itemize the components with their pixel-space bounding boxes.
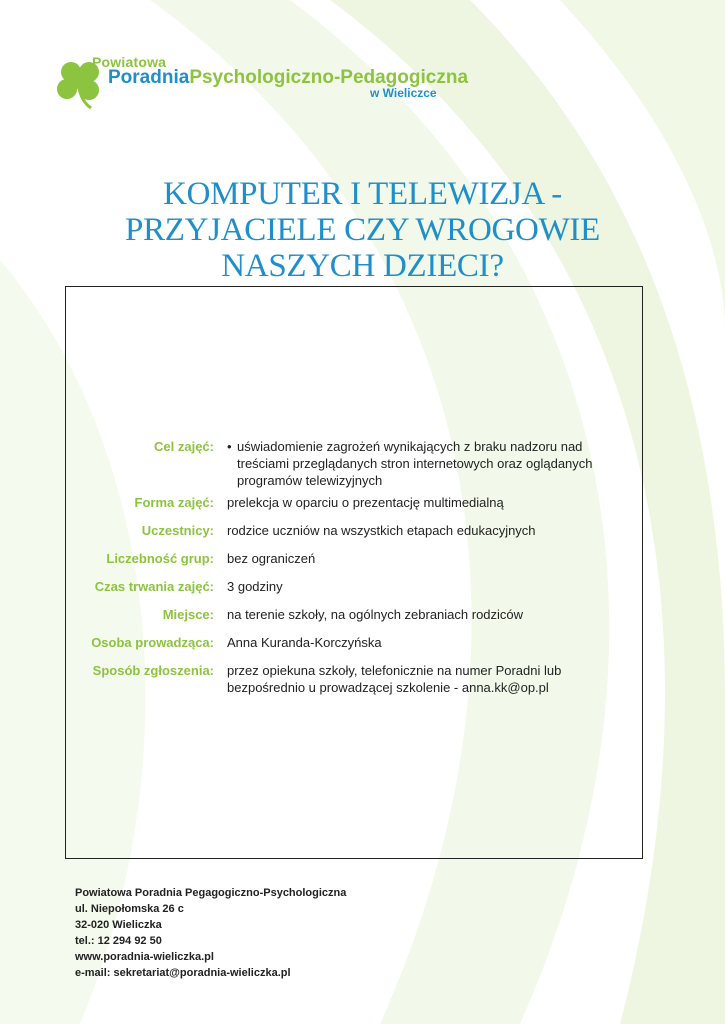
logo-poradnia: Poradnia: [108, 67, 190, 88]
group-size-value: bez ograniczeń: [227, 551, 316, 566]
signup-label: Sposób zgłoszenia:: [92, 663, 214, 678]
detail-row-duration: [66, 578, 626, 606]
detail-row-goal: [66, 438, 626, 494]
form-label: Forma zajęć:: [134, 495, 214, 510]
leader-label: Osoba prowadząca:: [91, 635, 214, 650]
title-line-2: PRZYJACIELE CZY WROGOWIE: [125, 212, 600, 248]
logo-location: w Wieliczce: [370, 86, 437, 100]
detail-row-participants: [66, 522, 626, 550]
logo-psychologiczno-pedagogiczna: Psychologiczno-Pedagogiczna: [189, 67, 469, 88]
footer-email: e-mail: sekretariat@poradnia-wieliczka.pl: [75, 967, 291, 979]
place-label: Miejsce:: [162, 607, 214, 622]
participants-label: Uczestnicy:: [141, 523, 214, 538]
footer-www: www.poradnia-wieliczka.pl: [75, 951, 214, 963]
footer-org: Powiatowa Poradnia Pegagogiczno-Psychologiczna: [75, 887, 347, 899]
detail-row-leader: [66, 634, 626, 662]
footer-street: ul. Niepołomska 26 c: [75, 903, 184, 915]
duration-label: Czas trwania zajęć:: [94, 579, 214, 594]
detail-row-group-size: [66, 550, 626, 578]
goal-label: Cel zajęć:: [154, 439, 214, 454]
place-value: na terenie szkoły, na ogólnych zebraniach rodziców: [227, 607, 524, 622]
goal-value: [227, 438, 626, 489]
details-list: [66, 438, 626, 702]
title-line-1: KOMPUTER I TELEWIZJA -: [163, 176, 562, 212]
bullet-icon: •: [227, 439, 232, 454]
footer-contact: [75, 885, 346, 981]
detail-row-place: [66, 606, 626, 634]
duration-value: 3 godziny: [227, 579, 283, 594]
title-line-3: NASZYCH DZIECI?: [221, 248, 504, 284]
page-title: [60, 176, 665, 284]
form-value: prelekcja w oparciu o prezentację multimedialną: [227, 495, 504, 510]
group-size-label: Liczebność grup:: [106, 551, 214, 566]
leader-value: Anna Kuranda-Korczyńska: [227, 635, 382, 650]
goal-text: uświadomienie zagrożeń wynikających z braku nadzoru nad treściami przeglądanych stron internetowych oraz oglądanych programów telewizyjnych: [237, 439, 593, 488]
footer-city: 32-020 Wieliczka: [75, 919, 162, 931]
footer-phone: tel.: 12 294 92 50: [75, 935, 162, 947]
detail-row-form: [66, 494, 626, 522]
logo-powiatowa: Powiatowa: [92, 54, 167, 70]
logo: [55, 54, 525, 110]
participants-value: rodzice uczniów na wszystkich etapach edukacyjnych: [227, 523, 536, 538]
signup-value: przez opiekuna szkoły, telefonicznie na numer Poradni lub bezpośrednio u prowadzącej szkolenie - anna.kk@op.pl: [227, 663, 562, 695]
detail-row-signup: [66, 662, 626, 702]
